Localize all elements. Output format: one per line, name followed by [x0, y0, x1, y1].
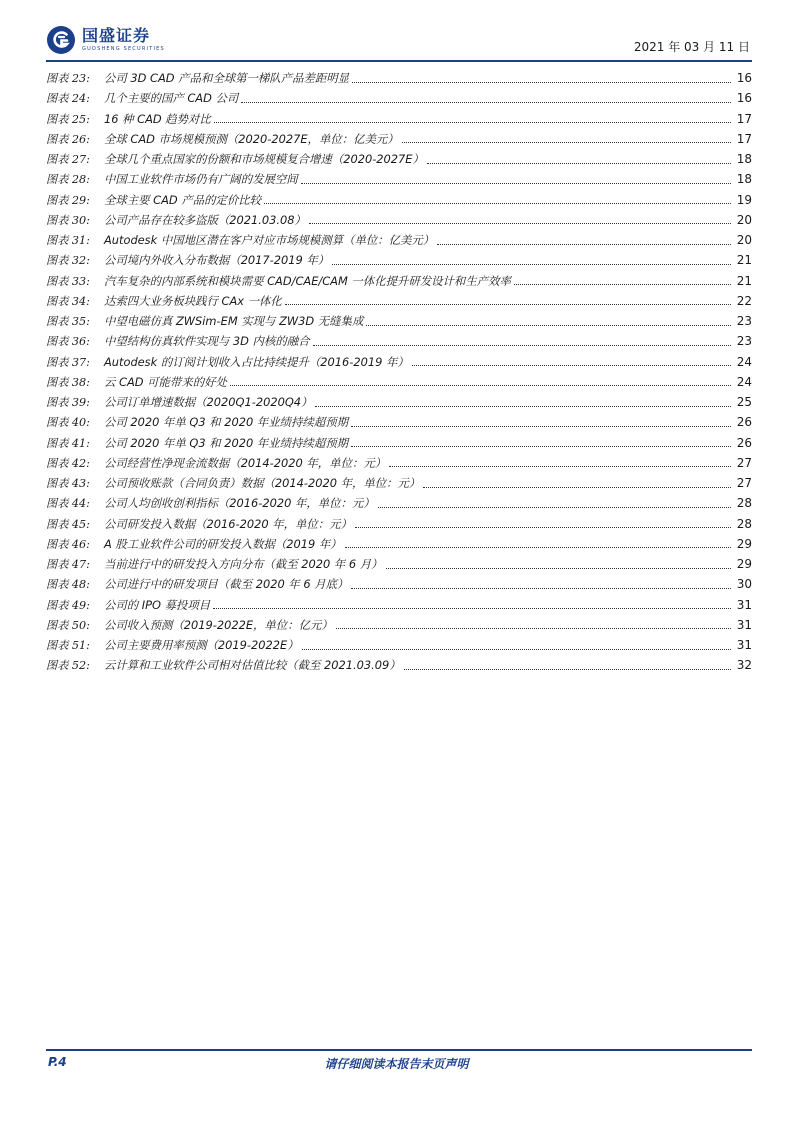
toc-dot-leader	[355, 527, 731, 528]
toc-entry[interactable]	[46, 372, 752, 392]
toc-entry[interactable]	[46, 109, 752, 129]
toc-entry-label: 图表 37:	[46, 355, 90, 369]
toc-entry-label: 图表 45:	[46, 517, 90, 531]
toc-entry-page: 26	[736, 415, 752, 430]
toc-entry[interactable]	[46, 169, 752, 189]
toc-entry-page: 31	[736, 597, 752, 612]
toc-entry-page: 23	[736, 314, 752, 329]
toc-entry-title: 公司产品存在较多盗版（2021.03.08）	[104, 212, 306, 227]
toc-entry-label: 图表 33:	[46, 274, 90, 288]
toc-entry[interactable]	[46, 493, 752, 513]
toc-entry-label: 图表 34:	[46, 294, 90, 308]
toc-entry-label: 图表 44:	[46, 497, 90, 511]
toc-entry-title: 当前进行中的研发投入方向分布（截至 2020 年 6 月）	[104, 557, 383, 572]
toc-entry[interactable]	[46, 595, 752, 615]
toc-entry-label: 图表 28:	[46, 173, 90, 187]
toc-entry-label: 图表 31:	[46, 234, 90, 248]
toc-entry-page: 30	[736, 577, 752, 592]
toc-entry-label: 图表 29:	[46, 193, 90, 207]
toc-entry[interactable]	[46, 554, 752, 574]
toc-dot-leader	[241, 102, 731, 103]
toc-entry-title: 全球几个重点国家的份额和市场规模复合增速（2020-2027E）	[104, 152, 424, 167]
toc-entry-page: 31	[736, 617, 752, 632]
toc-dot-leader	[351, 446, 731, 447]
footer-disclaimer: 请仔细阅读本报告末页声明	[324, 1057, 469, 1071]
toc-entry[interactable]	[46, 190, 752, 210]
toc-entry-label: 图表 41:	[46, 436, 90, 450]
toc-entry-title: 公司收入预测（2019-2022E，单位：亿元）	[104, 617, 333, 632]
toc-entry-title: 公司的 IPO 募投项目	[104, 597, 211, 612]
toc-entry-title: 公司 2020 年单 Q3 和 2020 年业绩持续超预期	[104, 415, 348, 430]
toc-dot-leader	[404, 669, 731, 670]
toc-entry-label: 图表 50:	[46, 618, 90, 632]
toc-dot-leader	[302, 649, 731, 650]
toc-entry[interactable]	[46, 129, 752, 149]
toc-dot-leader	[336, 628, 731, 629]
footer-divider	[46, 1049, 752, 1051]
toc-entry-page: 19	[736, 192, 752, 207]
toc-entry[interactable]	[46, 534, 752, 554]
toc-entry[interactable]	[46, 250, 752, 270]
toc-entry[interactable]	[46, 352, 752, 372]
toc-dot-leader	[301, 183, 731, 184]
page-number: P.4	[48, 1055, 67, 1069]
toc-entry[interactable]	[46, 210, 752, 230]
toc-entry-page: 27	[736, 476, 752, 491]
toc-dot-leader	[214, 122, 731, 123]
toc-entry-title: 公司预收账款（合同负责）数据（2014-2020 年，单位：元）	[104, 476, 421, 491]
toc-entry-label: 图表 40:	[46, 416, 90, 430]
toc-dot-leader	[230, 385, 731, 386]
toc-entry-page: 24	[736, 374, 752, 389]
toc-entry-label: 图表 52:	[46, 659, 90, 673]
toc-entry[interactable]	[46, 514, 752, 534]
toc-dot-leader	[352, 82, 731, 83]
toc-entry-label: 图表 23:	[46, 72, 90, 86]
toc-dot-leader	[427, 163, 731, 164]
toc-entry-label: 图表 47:	[46, 558, 90, 572]
toc-entry-page: 17	[736, 131, 752, 146]
toc-entry-title: Autodesk 的订阅计划收入占比持续提升（2016-2019 年）	[104, 354, 409, 369]
toc-entry-title: 中国工业软件市场仍有广阔的发展空间	[104, 172, 298, 187]
toc-entry-title: 公司人均创收创利指标（2016-2020 年，单位：元）	[104, 496, 375, 511]
toc-entry-label: 图表 38:	[46, 375, 90, 389]
toc-entry-title: 公司进行中的研发项目（截至 2020 年 6 月底）	[104, 577, 349, 592]
toc-entry[interactable]	[46, 453, 752, 473]
toc-entry-title: 公司订单增速数据（2020Q1-2020Q4）	[104, 395, 313, 410]
report-date: 2021 年 03 月 11 日	[633, 40, 750, 54]
toc-entry[interactable]	[46, 574, 752, 594]
toc-entry[interactable]	[46, 311, 752, 331]
figure-list	[46, 68, 752, 676]
toc-dot-leader	[378, 507, 731, 508]
toc-dot-leader	[313, 345, 731, 346]
toc-entry-page: 18	[736, 172, 752, 187]
toc-entry[interactable]	[46, 230, 752, 250]
toc-dot-leader	[366, 325, 731, 326]
toc-entry-title: 全球 CAD 市场规模预测（2020-2027E，单位：亿美元）	[104, 131, 399, 146]
toc-entry[interactable]	[46, 149, 752, 169]
toc-entry[interactable]	[46, 635, 752, 655]
toc-entry-label: 图表 36:	[46, 335, 90, 349]
toc-dot-leader	[309, 223, 731, 224]
toc-entry-label: 图表 39:	[46, 396, 90, 410]
toc-entry-title: 几个主要的国产 CAD 公司	[104, 91, 239, 106]
header-divider	[46, 60, 752, 62]
toc-entry-page: 21	[736, 273, 752, 288]
toc-entry-label: 图表 26:	[46, 132, 90, 146]
toc-entry-page: 18	[736, 152, 752, 167]
toc-entry-page: 25	[736, 395, 752, 410]
toc-dot-leader	[514, 284, 731, 285]
toc-entry[interactable]	[46, 655, 752, 675]
guosheng-logo-icon	[46, 25, 76, 55]
toc-entry-title: 云计算和工业软件公司相对估值比较（截至 2021.03.09）	[104, 658, 401, 673]
toc-entry-label: 图表 25:	[46, 112, 90, 126]
toc-dot-leader	[351, 588, 731, 589]
toc-entry-page: 16	[736, 91, 752, 106]
toc-entry-page: 24	[736, 354, 752, 369]
toc-dot-leader	[402, 142, 731, 143]
toc-entry-title: 云 CAD 可能带来的好处	[104, 374, 227, 389]
toc-entry[interactable]	[46, 412, 752, 432]
toc-entry-label: 图表 24:	[46, 92, 90, 106]
toc-entry-page: 27	[736, 455, 752, 470]
page-header	[46, 22, 752, 60]
toc-entry-page: 20	[736, 233, 752, 248]
toc-entry-label: 图表 27:	[46, 153, 90, 167]
toc-dot-leader	[423, 487, 731, 488]
toc-entry[interactable]	[46, 271, 752, 291]
toc-entry[interactable]	[46, 291, 752, 311]
toc-entry-title: 公司经营性净现金流数据（2014-2020 年，单位：元）	[104, 455, 387, 470]
toc-entry[interactable]	[46, 473, 752, 493]
toc-entry-label: 图表 32:	[46, 254, 90, 268]
toc-entry-page: 17	[736, 111, 752, 126]
toc-dot-leader	[213, 608, 731, 609]
toc-dot-leader	[437, 244, 731, 245]
toc-dot-leader	[345, 547, 731, 548]
toc-entry[interactable]	[46, 615, 752, 635]
toc-entry-title: Autodesk 中国地区潜在客户对应市场规模测算（单位：亿美元）	[104, 233, 435, 248]
toc-entry-label: 图表 51:	[46, 639, 90, 653]
toc-dot-leader	[389, 466, 731, 467]
toc-entry-title: 公司研发投入数据（2016-2020 年，单位：元）	[104, 516, 352, 531]
toc-entry[interactable]	[46, 392, 752, 412]
toc-dot-leader	[386, 568, 731, 569]
toc-entry-page: 28	[736, 496, 752, 511]
toc-entry[interactable]	[46, 331, 752, 351]
toc-entry[interactable]	[46, 88, 752, 108]
toc-entry-page: 29	[736, 557, 752, 572]
toc-entry-label: 图表 42:	[46, 456, 90, 470]
logo-chinese-name: 国盛证券	[82, 26, 151, 45]
company-logo	[46, 22, 165, 58]
toc-entry-label: 图表 35:	[46, 315, 90, 329]
toc-entry-title: 中望电磁仿真 ZWSim-EM 实现与 ZW3D 无缝集成	[104, 314, 364, 329]
toc-entry-page: 20	[736, 212, 752, 227]
toc-entry-label: 图表 30:	[46, 213, 90, 227]
toc-entry-page: 16	[736, 71, 752, 86]
toc-dot-leader	[412, 365, 731, 366]
toc-entry-title: 公司 2020 年单 Q3 和 2020 年业绩持续超预期	[104, 435, 348, 450]
toc-dot-leader	[264, 203, 731, 204]
toc-entry-page: 22	[736, 293, 752, 308]
toc-entry-label: 图表 46:	[46, 537, 90, 551]
toc-entry-label: 图表 43:	[46, 477, 90, 491]
toc-entry-page: 29	[736, 536, 752, 551]
toc-entry[interactable]	[46, 68, 752, 88]
toc-entry-title: 达索四大业务板块践行 CAx 一体化	[104, 293, 282, 308]
toc-dot-leader	[332, 264, 731, 265]
toc-entry[interactable]	[46, 433, 752, 453]
toc-entry-page: 28	[736, 516, 752, 531]
toc-dot-leader	[351, 426, 731, 427]
toc-entry-title: 16 种 CAD 趋势对比	[104, 111, 211, 126]
toc-entry-label: 图表 48:	[46, 578, 90, 592]
toc-entry-page: 31	[736, 638, 752, 653]
toc-dot-leader	[285, 304, 731, 305]
toc-entry-page: 21	[736, 253, 752, 268]
toc-entry-page: 23	[736, 334, 752, 349]
toc-entry-title: 汽车复杂的内部系统和模块需要 CAD/CAE/CAM 一体化提升研发设计和生产效率	[104, 273, 511, 288]
logo-english-name: GUOSHENG SECURITIES	[82, 46, 165, 52]
toc-entry-title: 全球主要 CAD 产品的定价比较	[104, 192, 262, 207]
toc-entry-title: A 股工业软件公司的研发投入数据（2019 年）	[104, 536, 342, 551]
toc-entry-page: 26	[736, 435, 752, 450]
toc-entry-page: 32	[736, 658, 752, 673]
toc-entry-title: 公司境内外收入分布数据（2017-2019 年）	[104, 253, 330, 268]
toc-entry-title: 公司主要费用率预测（2019-2022E）	[104, 638, 299, 653]
toc-entry-label: 图表 49:	[46, 598, 90, 612]
toc-dot-leader	[315, 406, 731, 407]
toc-entry-title: 中望结构仿真软件实现与 3D 内核的融合	[104, 334, 310, 349]
toc-entry-title: 公司 3D CAD 产品和全球第一梯队产品差距明显	[104, 71, 350, 86]
